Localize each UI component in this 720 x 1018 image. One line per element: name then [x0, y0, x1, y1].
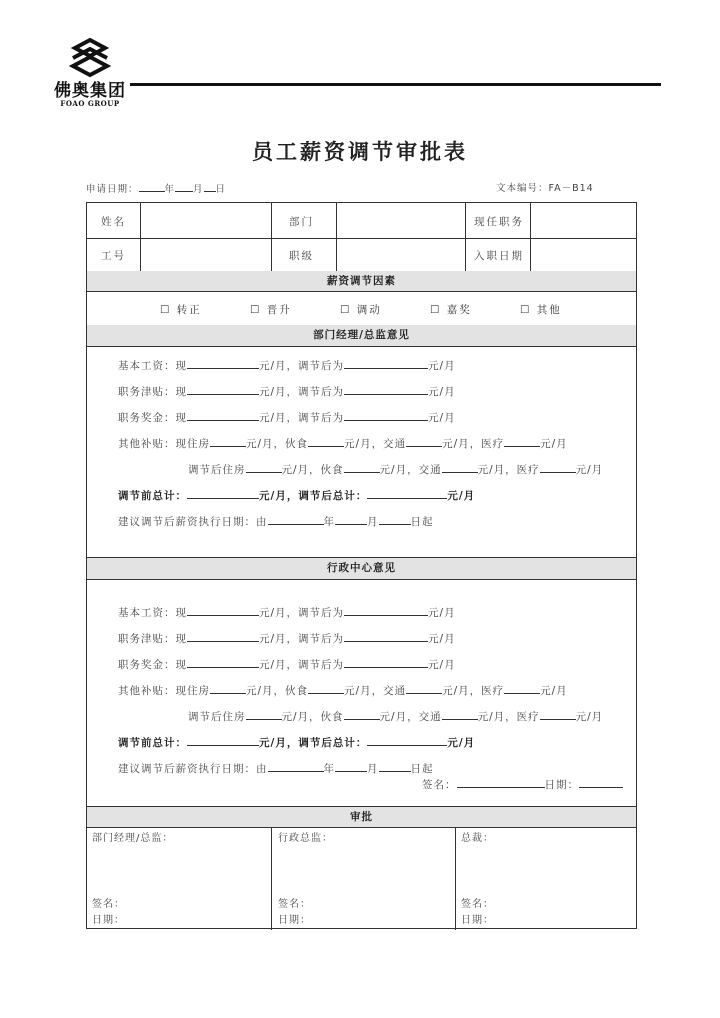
exec-date-line: 建议调节后薪资执行日期：由 年 月 日起 — [118, 760, 434, 776]
header-rule — [130, 83, 661, 86]
factor-option[interactable]: ☐ 转正 — [160, 304, 202, 316]
total-line: 调节前总计： 元/月，调节后总计： 元/月 — [118, 734, 475, 750]
label-emp-no: 工号 — [101, 250, 126, 262]
admin-opinion-header: 行政中心意见 — [87, 558, 636, 579]
base-salary-line: 基本工资：现 元/月，调节后为 元/月 — [118, 604, 456, 620]
label-position: 现任职务 — [474, 216, 524, 228]
approval-manager-label: 部门经理/总监： — [92, 833, 174, 844]
after-subsidy-line: 调节后住房 元/月，伙食 元/月，交通 元/月，医疗 元/月 — [188, 461, 603, 477]
total-line: 调节前总计： 元/月，调节后总计： 元/月 — [118, 487, 475, 503]
company-logo — [52, 36, 128, 108]
factor-option[interactable]: ☐ 调动 — [340, 304, 382, 316]
allowance-line: 职务津贴：现 元/月，调节后为 元/月 — [118, 630, 456, 646]
exec-date-line: 建议调节后薪资执行日期：由 年 月 日起 — [118, 513, 434, 529]
allowance-line: 职务津贴：现 元/月，调节后为 元/月 — [118, 383, 456, 399]
dept-opinion-header: 部门经理/总监意见 — [87, 325, 636, 346]
ceo-sign-label: 签名： — [461, 899, 494, 910]
blank-field[interactable] — [175, 180, 193, 192]
logo-english: FOAO GROUP — [60, 99, 120, 108]
approval-header: 审批 — [87, 807, 636, 827]
apply-date: 申请日期： 年 月 日 — [86, 180, 226, 195]
apply-date-label: 申请日期： — [86, 184, 139, 195]
base-salary-line: 基本工资：现 元/月，调节后为 元/月 — [118, 357, 456, 373]
label-name: 姓名 — [101, 216, 126, 228]
other-subsidy-line: 其他补贴：现住房 元/月，伙食 元/月，交通 元/月，医疗 元/月 — [118, 682, 568, 698]
logo-chinese: 佛奥集团 — [54, 81, 126, 101]
form-title: 员工薪资调节审批表 — [252, 139, 468, 164]
logo-mark-icon — [67, 36, 113, 80]
label-grade: 职级 — [289, 250, 314, 262]
label-dept: 部门 — [289, 216, 314, 228]
manager-date-label: 日期： — [92, 915, 125, 926]
blank-field[interactable] — [204, 180, 216, 192]
doc-number: 文本编号：FA－B14 — [496, 183, 594, 194]
bonus-line: 职务奖金：现 元/月，调节后为 元/月 — [118, 409, 456, 425]
approval-ceo-label: 总裁： — [461, 833, 494, 844]
factor-option[interactable]: ☐ 其他 — [520, 304, 562, 316]
other-subsidy-line: 其他补贴：现住房 元/月，伙食 元/月，交通 元/月，医疗 元/月 — [118, 435, 568, 451]
admin-sign-label: 签名： — [278, 899, 311, 910]
factor-option[interactable]: ☐ 晋升 — [250, 304, 292, 316]
after-subsidy-line: 调节后住房 元/月，伙食 元/月，交通 元/月，医疗 元/月 — [188, 708, 603, 724]
label-hire-date: 入职日期 — [474, 250, 524, 262]
ceo-date-label: 日期： — [461, 915, 494, 926]
bonus-line: 职务奖金：现 元/月，调节后为 元/月 — [118, 656, 456, 672]
manager-sign-label: 签名： — [92, 899, 125, 910]
factors-header: 薪资调节因素 — [87, 271, 636, 291]
approval-admin-label: 行政总监： — [278, 833, 333, 844]
factor-option[interactable]: ☐ 嘉奖 — [430, 304, 472, 316]
admin-date-label: 日期： — [278, 915, 311, 926]
admin-sign-line: 签名： 日期： — [422, 776, 623, 792]
blank-field[interactable] — [139, 180, 165, 192]
